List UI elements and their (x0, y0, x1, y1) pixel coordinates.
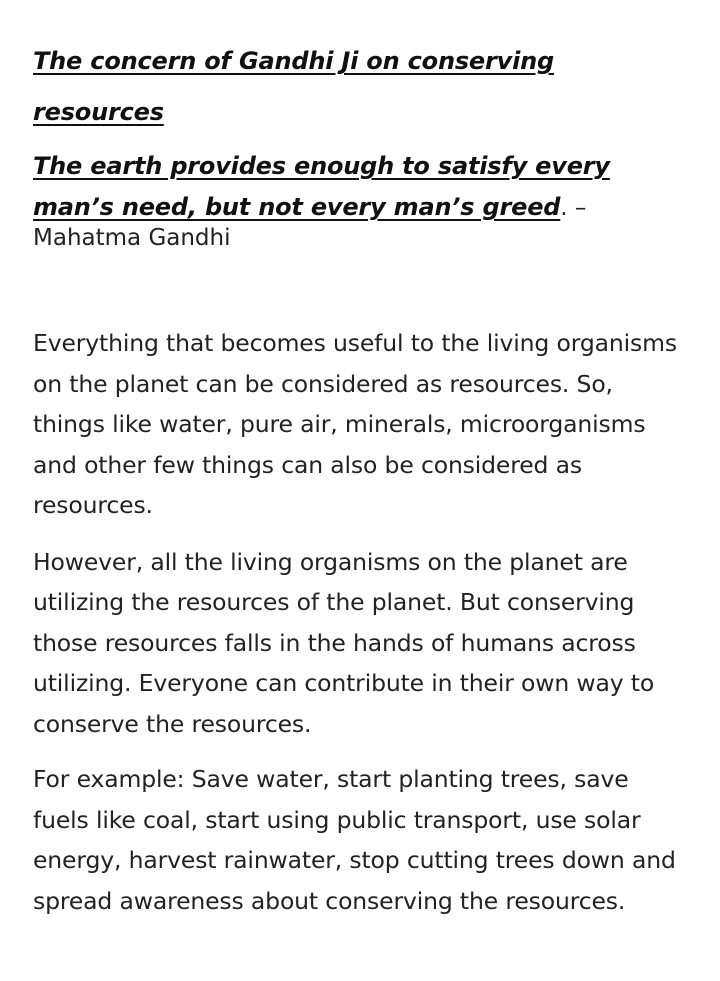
paragraph-conservation-examples: For example: Save water, start planting trees, save fuels like coal, start using public transport, use solar energy, harvest rainwater, stop cutting trees down and spread awareness about conserving the resources. (33, 765, 676, 915)
paragraph-conservation-responsibility: However, all the living organisms on the planet are utilizing the resources of the planet. But conserving those resources falls in the hands of humans across utilizing. Everyone can contribute in their own way to conserve the resources. (33, 547, 655, 738)
quote-text: The earth provides enough to satisfy every man’s need, but not every man’s greed (33, 152, 610, 221)
quote-dash: . – (560, 195, 587, 221)
quote-author: Mahatma Gandhi (33, 225, 231, 251)
paragraph-resources-definition: Everything that becomes useful to the living organisms on the planet can be considered as resources. So, things like water, pure air, minerals, microorganisms and other few things can also be considered as resources. (33, 329, 677, 519)
article-heading: The concern of Gandhi Ji on conserving resources (33, 47, 554, 126)
gandhi-quote (33, 146, 688, 253)
